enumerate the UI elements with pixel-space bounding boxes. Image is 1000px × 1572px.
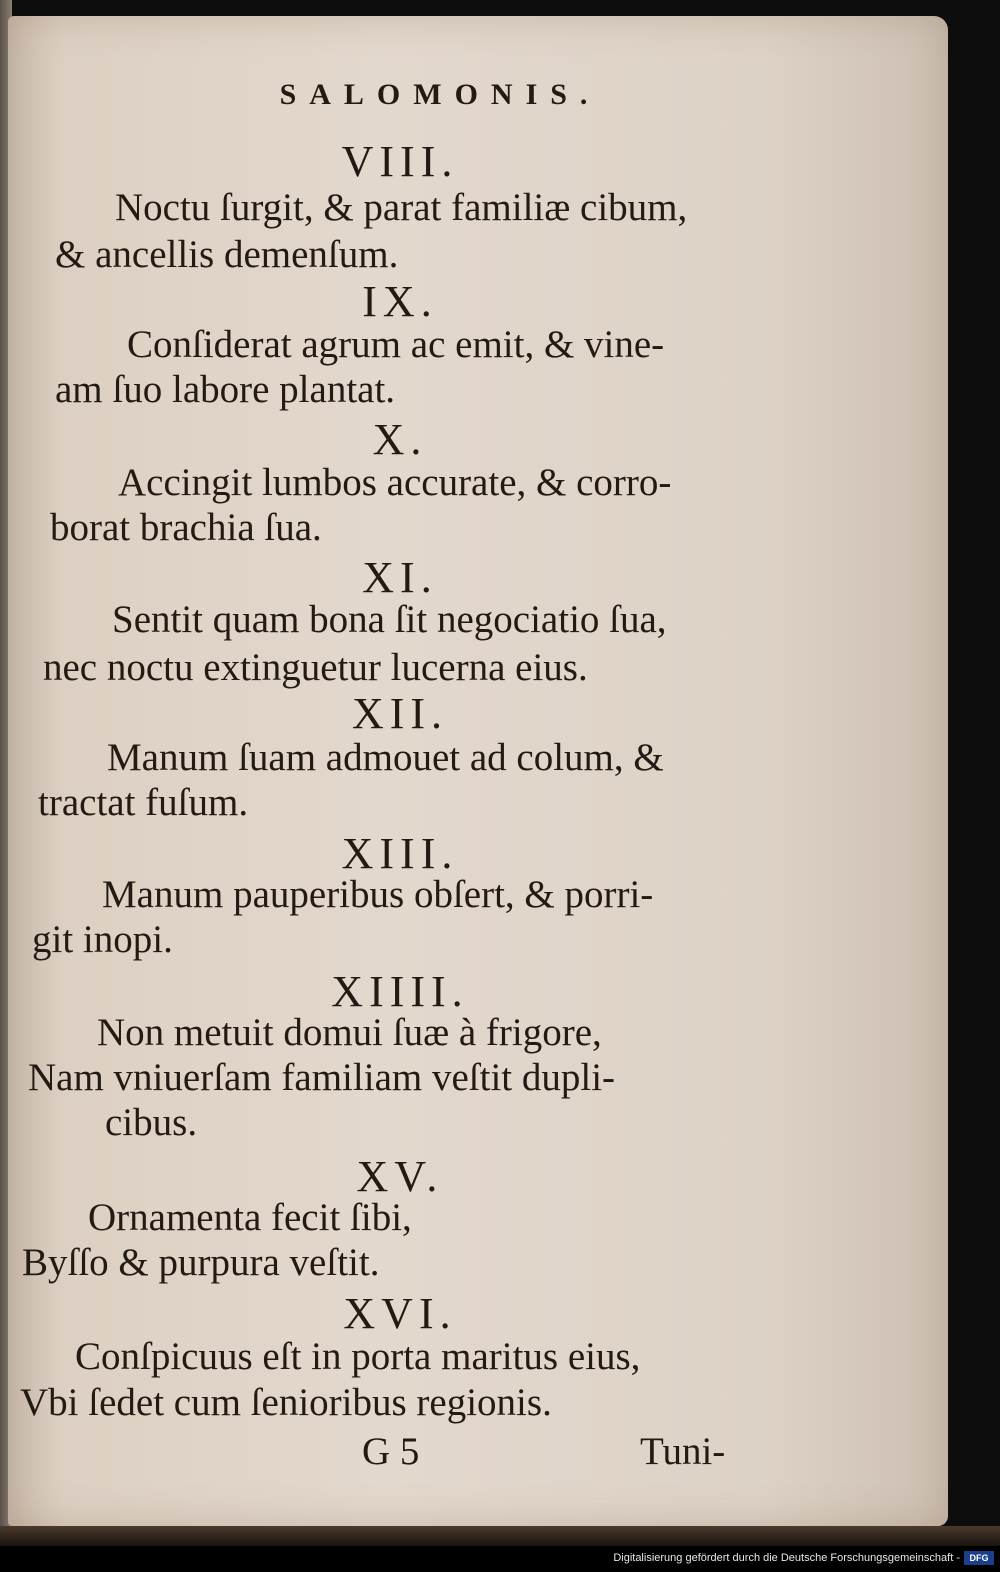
verse-line: Ornamenta fecit ſibi, xyxy=(88,1196,412,1239)
verse-line: Vbi ſedet cum ſenioribus regionis. xyxy=(20,1381,552,1424)
verse-line: git inopi. xyxy=(32,918,173,961)
verse-line: cibus. xyxy=(105,1101,198,1144)
verse-line: nec noctu extinguetur lucerna eius. xyxy=(43,646,588,689)
running-title: SALOMONIS. xyxy=(279,78,601,111)
verse-line: Accingit lumbos accurate, & corro- xyxy=(118,461,672,504)
verse-line: & ancellis demenſum. xyxy=(55,233,399,276)
dfg-logo: DFG xyxy=(964,1551,994,1565)
verse-line: Manum ſuam admouet ad colum, & xyxy=(107,736,664,779)
verse-number: XVI. xyxy=(343,1289,457,1338)
verse-line: borat brachia ſua. xyxy=(50,506,322,549)
catchword: Tuni- xyxy=(640,1430,726,1473)
verse-line: Noctu ſurgit, & parat familiæ cibum, xyxy=(115,186,688,229)
verse-number: XII. xyxy=(351,689,449,738)
verse-number: X. xyxy=(372,415,428,464)
verse-line: Manum pauperibus obſert, & porri- xyxy=(102,873,654,916)
verse-number: XV. xyxy=(356,1152,444,1201)
verse-line: Conſiderat agrum ac emit, & vine- xyxy=(127,323,665,366)
verse-line: Byſſo & purpura veſtit. xyxy=(22,1241,380,1284)
verse-line: am ſuo labore plantat. xyxy=(55,368,396,411)
verse-number: VIII. xyxy=(341,137,459,186)
page-bottom-edge xyxy=(0,1526,1000,1546)
verse-number: XIII. xyxy=(341,829,459,878)
verse-line: tractat fuſum. xyxy=(38,781,249,824)
verse-number: IX. xyxy=(362,277,438,326)
verse-number: XI. xyxy=(362,553,438,602)
digitization-credit: Digitalisierung gefördert durch die Deutsche Forschungsgemeinschaft - xyxy=(613,1552,960,1564)
signature-mark: G 5 xyxy=(362,1430,420,1473)
verse-line: Sentit quam bona ſit negociatio ſua, xyxy=(112,598,667,641)
verse-line: Non metuit domui ſuæ à frigore, xyxy=(97,1011,602,1054)
verse-number: XIIII. xyxy=(331,967,469,1016)
verse-line: Conſpicuus eſt in porta maritus eius, xyxy=(75,1335,641,1378)
verse-line: Nam vniuerſam familiam veſtit dupli- xyxy=(28,1056,616,1099)
